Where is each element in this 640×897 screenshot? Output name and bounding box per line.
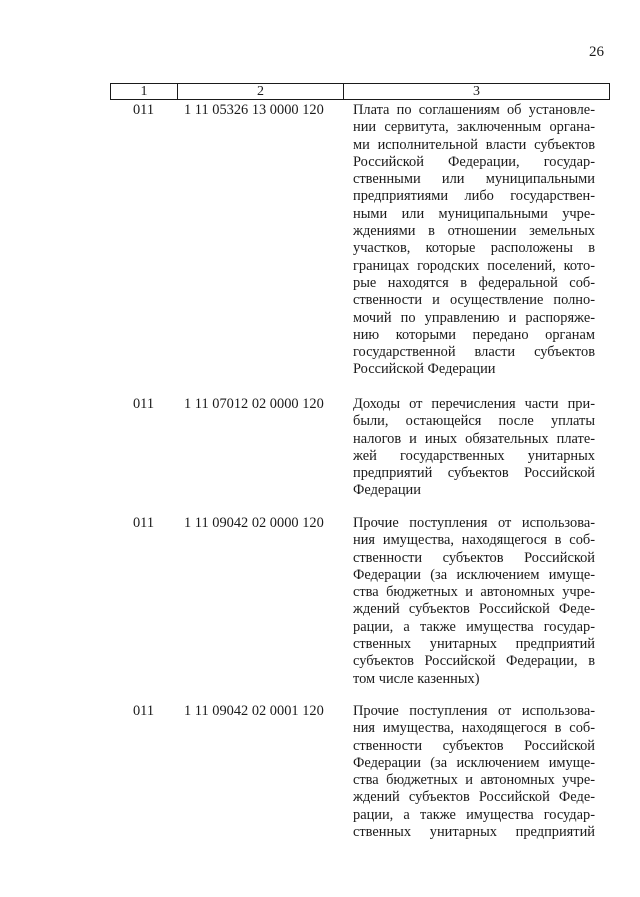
- description-line: Федерации (за исключением имуще-: [353, 566, 595, 583]
- description-line: нии сервитута, заключенным органа-: [353, 119, 595, 136]
- description-line: Федерации (за исключением имуще-: [353, 754, 595, 771]
- description-line: ства бюджетных и автономных учре-: [353, 772, 595, 789]
- description-line: ждений субъектов Российской Феде-: [353, 601, 595, 618]
- description-line: ственности субъектов Российской: [353, 549, 595, 566]
- description-line: ства бюджетных и автономных учре-: [353, 584, 595, 601]
- description-line: Российской Федерации: [353, 361, 496, 378]
- description-line: ственными или муниципальными: [353, 171, 595, 188]
- description-line: предприятий субъектов Российской: [353, 465, 595, 482]
- description-line: границах городских поселений, кото-: [353, 257, 595, 274]
- income-description: [353, 515, 595, 688]
- description-line: Прочие поступления от использова-: [353, 515, 595, 531]
- admin-code: 011: [132, 703, 155, 719]
- description-line: ственных унитарных предприятий: [353, 636, 595, 653]
- description-line: рые находятся в федеральной соб-: [353, 274, 595, 291]
- description-line: мочий по управлению и распоряже-: [353, 309, 595, 326]
- description-line: ными или муниципальными учре-: [353, 205, 595, 222]
- description-line: ния имущества, находящегося в соб-: [353, 532, 595, 549]
- header-col-1: 1: [111, 84, 178, 99]
- description-line: Российской Федерации, государ-: [353, 153, 595, 170]
- description-line: предприятиями либо государствен-: [353, 188, 595, 205]
- income-description: [353, 102, 595, 379]
- description-line: рации, а также имущества государ-: [353, 806, 595, 823]
- kbk-code: 1 11 07012 02 0000 120: [184, 396, 324, 412]
- description-line: ждений субъектов Российской Феде-: [353, 789, 595, 806]
- admin-code: 011: [132, 102, 155, 118]
- description-line: том числе казенных): [353, 670, 480, 687]
- kbk-code: 1 11 05326 13 0000 120: [184, 102, 324, 118]
- description-line: Федерации: [353, 482, 421, 499]
- description-line: государственной власти субъектов: [353, 344, 595, 361]
- admin-code: 011: [132, 396, 155, 412]
- description-line: рации, а также имущества государ-: [353, 618, 595, 635]
- description-line: ственных унитарных предприятий: [353, 824, 595, 841]
- description-line: были, остающейся после уплаты: [353, 413, 595, 430]
- description-line: Плата по соглашениям об установле-: [353, 102, 595, 118]
- description-line: ми исполнительной власти субъектов: [353, 136, 595, 153]
- description-line: ния имущества, находящегося в соб-: [353, 720, 595, 737]
- income-description: [353, 703, 595, 841]
- page-number: 26: [589, 44, 604, 60]
- header-col-3: 3: [473, 84, 480, 99]
- description-line: ждениями в отношении земельных: [353, 223, 595, 240]
- kbk-code: 1 11 09042 02 0001 120: [184, 703, 324, 719]
- description-line: ственности субъектов Российской: [353, 737, 595, 754]
- description-line: участков, которые расположены в: [353, 240, 595, 257]
- description-line: нию которыми передано органам: [353, 326, 595, 343]
- header-col-2: 2: [178, 84, 344, 99]
- description-line: Прочие поступления от использова-: [353, 703, 595, 719]
- description-line: субъектов Российской Федерации, в: [353, 653, 595, 670]
- income-description: [353, 396, 595, 500]
- description-line: налогов и иных обязательных плате-: [353, 430, 595, 447]
- description-line: ственности и осуществление полно-: [353, 292, 595, 309]
- description-line: жей государственных унитарных: [353, 447, 595, 464]
- admin-code: 011: [132, 515, 155, 531]
- kbk-code: 1 11 09042 02 0000 120: [184, 515, 324, 531]
- description-line: Доходы от перечисления части при-: [353, 396, 595, 412]
- table-header-row: [110, 83, 610, 100]
